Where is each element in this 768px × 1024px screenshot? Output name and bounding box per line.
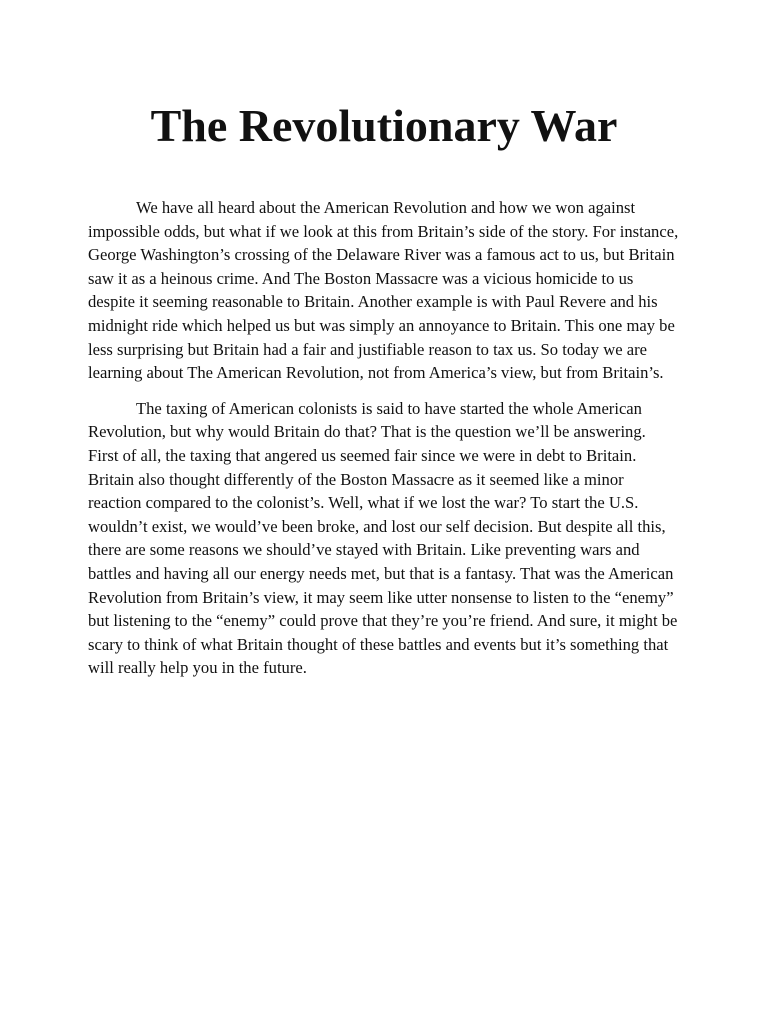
paragraph-2: The taxing of American colonists is said to have started the whole American Revolution, but why would Britain do that? That is the question we’ll be answering. First of all, the taxing that angered us seemed fair since we were in debt to Britain. Britain also thought differently of the Boston Massacre as it seemed like a minor reaction compared to the colonist’s. Well, what if we lost the war? To start the U.S. wouldn’t exist, we would’ve been broke, and lost our self decision. But despite all this, there are some reasons we should’ve stayed with Britain. Like preventing wars and battles and having all our energy needs met, but that is a fantasy. That was the American Revolution from Britain’s view, it may seem like utter nonsense to listen to the “enemy” but listening to the “enemy” could prove that they’re you’re friend. And sure, it might be scary to think of what Britain thought of these battles and events but it’s something that will really help you in the future. [88,398,678,678]
document-body [88,196,680,680]
paragraph-1: We have all heard about the American Revolution and how we won against impossible odds, but what if we look at this from Britain’s side of the story. For instance, George Washington’s crossing of the Delaware River was a famous act to us, but Britain saw it as a heinous crime. And The Boston Massacre was a vicious homicide to us despite it seeming reasonable to Britain. Another example is with Paul Revere and his midnight ride which helped us but was simply an annoyance to Britain. This one may be less surprising but Britain had a fair and justifiable reason to tax us. So today we are learning about The American Revolution, not from America’s view, but from Britain’s. [88,198,679,383]
document-title: The Revolutionary War [150,100,618,151]
